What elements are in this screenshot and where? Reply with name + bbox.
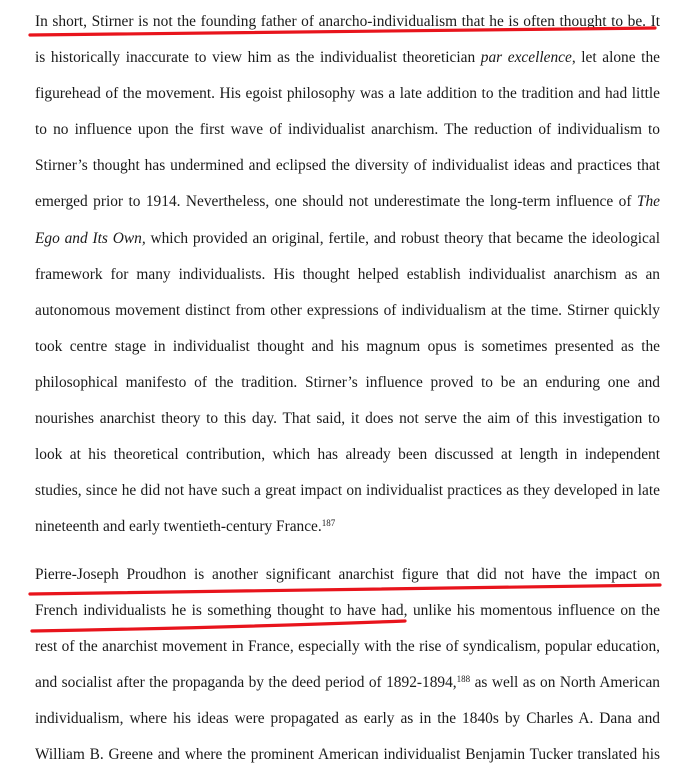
text-line: and socialist after the propaganda by the deed period of 1892-1894,$^{188}$ as well as on North American <box>35 674 660 692</box>
text-line: philosophical manifesto of the tradition. Stirner’s influence proved to be an enduring one and <box>35 373 660 391</box>
text-line: Pierre-Joseph Proudhon is another significant anarchist figure that did not have the impact on <box>35 566 660 583</box>
text-line: nineteenth and early twentieth-century France.$^{187}$ <box>35 518 336 536</box>
text-line: studies, since he did not have such a great impact on individualist practices as they developed in late <box>35 482 660 500</box>
footnote-ref[interactable]: 187 <box>321 518 336 529</box>
text-line: framework for many individualists. His thought helped establish individualist anarchism as an <box>35 265 660 283</box>
text-line: rest of the anarchist movement in France, especially with the rise of syndicalism, popular education, <box>35 638 660 656</box>
text-line: is historically inaccurate to view him as the individualist theoretician par excellence, let alone the <box>35 49 660 67</box>
text-line: nourishes anarchist theory to this day. That said, it does not serve the aim of this investigation to <box>35 410 660 428</box>
footnote-ref[interactable]: 188 <box>456 674 471 685</box>
text-line: Stirner’s thought has undermined and eclipsed the diversity of individualist ideas and practices that <box>35 157 660 175</box>
paragraph-proudhon <box>35 557 660 774</box>
text-line: individualism, where his ideas were propagated as early as in the 1840s by Charles A. Dana and <box>35 710 660 728</box>
text-line: look at his theoretical contribution, which has already been discussed at length in independent <box>35 446 660 464</box>
text-line: Ego and Its Own, which provided an original, fertile, and robust theory that became the ideological <box>35 229 660 247</box>
text-line: to no influence upon the first wave of individualist anarchism. The reduction of individualism to <box>35 121 660 139</box>
text-line: autonomous movement distinct from other expressions of individualism at the time. Stirner quickly <box>35 301 660 319</box>
text-line: took centre stage in individualist thought and his magnum opus is sometimes presented as the <box>35 337 660 355</box>
text-line: William B. Greene and where the prominent American individualist Benjamin Tucker translated his <box>35 746 660 764</box>
text-line: emerged prior to 1914. Nevertheless, one should not underestimate the long-term influence of The <box>35 193 660 211</box>
text-line: French individualists he is something thought to have had, unlike his momentous influence on the <box>35 602 660 620</box>
paragraph-stirner <box>35 4 660 545</box>
text-line: In short, Stirner is not the founding father of anarcho-individualism that he is often thought to be. It <box>35 13 660 30</box>
text-line: figurehead of the movement. His egoist philosophy was a late addition to the tradition and had little <box>35 85 660 103</box>
